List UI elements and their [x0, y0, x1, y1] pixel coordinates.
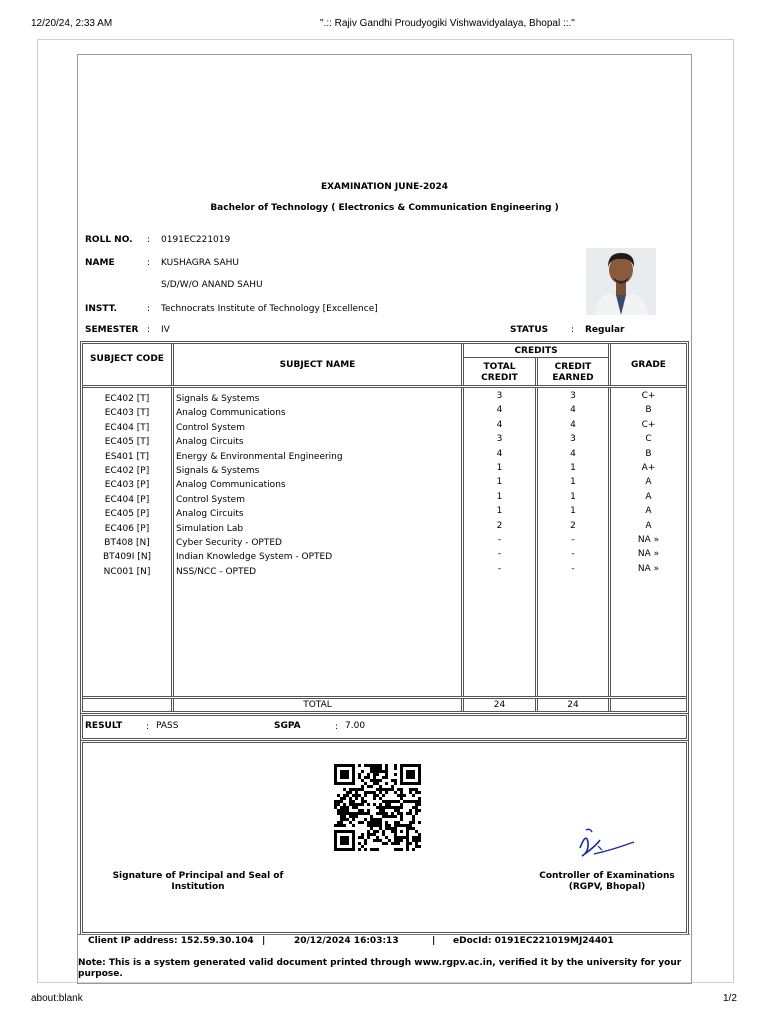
table-cell-code: EC402 [T]: [104, 394, 150, 404]
print-url: about:blank: [31, 993, 83, 1004]
table-cell-total: 2: [496, 520, 503, 531]
result-label: RESULT: [85, 721, 123, 731]
table-cell-total: -: [497, 549, 502, 560]
table-cell-name: Energy & Environmental Engineering: [176, 451, 343, 462]
table-cell-code: EC404 [T]: [104, 422, 150, 433]
roll-colon: :: [147, 235, 151, 245]
header-total-credit: TOTAL CREDIT: [481, 362, 518, 383]
table-divider: [83, 385, 686, 388]
table-cell-earned: 1: [570, 491, 576, 502]
client-ip: Client IP address: 152.59.30.104: [88, 936, 254, 946]
table-cell-grade: B: [645, 448, 652, 459]
table-cell-code: BT409I [N]: [102, 552, 152, 563]
table-cell-grade: B: [645, 405, 652, 416]
student-photo: [586, 245, 656, 315]
table-cell-earned: 1: [570, 462, 576, 473]
table-cell-code: NC001 [N]: [103, 566, 151, 577]
table-cell-name: Control System: [176, 494, 245, 505]
table-cell-total: 4: [496, 448, 503, 459]
note-line1: Note: This is a system generated valid document printed through www.rgpv.ac.in, verified it by the university for your: [78, 958, 682, 968]
table-divider: [171, 344, 174, 711]
total-credit-column: [464, 389, 535, 576]
result-colon: :: [146, 722, 150, 732]
table-cell-name: Simulation Lab: [176, 523, 244, 534]
header-credit-earned: CREDIT EARNED: [552, 362, 594, 383]
total-label: TOTAL: [303, 700, 332, 710]
inst-value: Technocrats Institute of Technology [Excellence]: [161, 304, 378, 314]
programme-title: Bachelor of Technology ( Electronics & Communication Engineering ): [210, 203, 559, 213]
print-datetime: 12/20/24, 2:33 AM: [31, 18, 113, 29]
table-cell-earned: 4: [570, 405, 576, 416]
table-cell-name: Analog Communications: [176, 408, 286, 419]
result-value: PASS: [156, 721, 179, 731]
table-cell-name: Cyber Security - OPTED: [176, 537, 282, 548]
parent-value: S/D/W/O ANAND SAHU: [161, 280, 263, 290]
table-cell-grade: C: [645, 434, 652, 445]
table-cell-grade: NA »: [637, 549, 660, 560]
table-cell-grade: C+: [641, 391, 656, 401]
table-cell-total: 3: [496, 434, 503, 445]
table-cell-code: EC403 [P]: [104, 480, 150, 491]
semester-label: SEMESTER: [85, 325, 139, 335]
table-cell-name: Signals & Systems: [176, 465, 260, 476]
principal-sign-line2: Institution: [171, 882, 225, 892]
table-cell-name: NSS/NCC - OPTED: [176, 566, 257, 577]
principal-sign-line1: Signature of Principal and Seal of: [112, 871, 284, 881]
table-cell-earned: 4: [570, 448, 576, 459]
controller-sign-line1: Controller of Examinations: [539, 871, 675, 881]
exam-title: EXAMINATION JUNE-2024: [320, 182, 449, 192]
header-credits: CREDITS: [514, 346, 558, 356]
table-cell-code: EC403 [T]: [104, 408, 150, 419]
footer-divider: [78, 934, 690, 935]
inst-colon: :: [147, 304, 151, 314]
table-cell-total: 1: [496, 462, 503, 473]
qr-code-icon: [334, 764, 424, 856]
name-colon: :: [147, 258, 151, 268]
table-cell-grade: A: [645, 506, 652, 517]
table-cell-total: 4: [496, 419, 503, 430]
print-page-title: ".:: Rajiv Gandhi Proudyogiki Vishwavidyalaya, Bhopal ::.": [320, 18, 575, 29]
footer-timestamp: 20/12/2024 16:03:13: [294, 936, 399, 946]
table-cell-name: Signals & Systems: [176, 394, 260, 404]
table-cell-grade: A: [645, 520, 652, 531]
status-colon: :: [571, 325, 575, 335]
table-cell-code: EC406 [P]: [104, 523, 150, 534]
total-credit-value: 24: [493, 700, 506, 710]
roll-value: 0191EC221019: [161, 235, 231, 245]
footer-separator: |: [432, 936, 436, 946]
status-value: Regular: [585, 325, 625, 335]
semester-colon: :: [147, 325, 151, 335]
inst-label: INSTT.: [85, 304, 117, 314]
name-label: NAME: [85, 258, 115, 268]
table-cell-code: BT408 [N]: [104, 537, 150, 548]
table-cell-name: Analog Circuits: [176, 509, 244, 520]
subject-name-column: [176, 392, 461, 579]
sgpa-value: 7.00: [345, 721, 366, 731]
table-cell-name: Analog Communications: [176, 480, 286, 491]
table-cell-code: EC405 [P]: [104, 509, 150, 520]
roll-label: ROLL NO.: [85, 235, 133, 245]
controller-signature: [572, 826, 638, 862]
print-page-number: 1/2: [723, 993, 737, 1004]
subject-code-column: [83, 392, 171, 579]
table-cell-grade: NA »: [637, 534, 660, 545]
name-value: KUSHAGRA SAHU: [161, 258, 239, 268]
table-cell-code: EC405 [T]: [104, 437, 150, 448]
footer-separator: |: [262, 936, 266, 946]
table-cell-total: 1: [496, 491, 503, 502]
table-divider: [464, 357, 608, 358]
total-earned-value: 24: [567, 700, 579, 710]
table-cell-earned: 1: [570, 506, 576, 517]
header-subject-code: SUBJECT CODE: [90, 354, 164, 364]
semester-value: IV: [161, 325, 170, 335]
table-cell-earned: 3: [570, 434, 576, 445]
table-cell-total: 4: [496, 405, 503, 416]
table-cell-code: EC402 [P]: [104, 465, 150, 476]
table-cell-earned: 3: [570, 391, 576, 401]
table-cell-grade: A: [645, 477, 652, 488]
table-cell-grade: A: [645, 491, 652, 502]
header-grade: GRADE: [631, 360, 666, 370]
table-cell-code: EC404 [P]: [104, 494, 150, 505]
grade-column: [611, 389, 686, 576]
table-cell-total: 3: [496, 391, 503, 401]
credit-earned-column: [538, 389, 608, 576]
controller-sign-line2: (RGPV, Bhopal): [568, 882, 646, 892]
table-cell-earned: -: [571, 563, 575, 574]
sgpa-colon: :: [335, 722, 339, 732]
table-cell-earned: -: [571, 534, 575, 545]
table-cell-total: 1: [496, 506, 503, 517]
table-cell-name: Analog Circuits: [176, 437, 244, 448]
note-line2: purpose.: [78, 969, 123, 979]
table-divider: [83, 696, 686, 699]
table-cell-name: Indian Knowledge System - OPTED: [176, 552, 333, 563]
table-cell-earned: 1: [570, 477, 576, 488]
table-cell-earned: -: [571, 549, 575, 560]
table-cell-earned: 2: [570, 520, 576, 531]
sgpa-label: SGPA: [274, 721, 301, 731]
table-cell-total: -: [497, 534, 502, 545]
table-cell-earned: 4: [570, 419, 576, 430]
table-cell-total: -: [497, 563, 502, 574]
table-cell-total: 1: [496, 477, 503, 488]
table-cell-grade: C+: [641, 419, 656, 430]
header-subject-name: SUBJECT NAME: [279, 360, 356, 370]
table-cell-grade: A+: [641, 462, 656, 473]
table-cell-name: Control System: [176, 422, 245, 433]
status-label: STATUS: [510, 325, 549, 335]
table-cell-grade: NA »: [637, 563, 660, 574]
table-cell-code: ES401 [T]: [105, 451, 149, 462]
edoc-id: eDocId: 0191EC221019MJ24401: [453, 936, 614, 946]
